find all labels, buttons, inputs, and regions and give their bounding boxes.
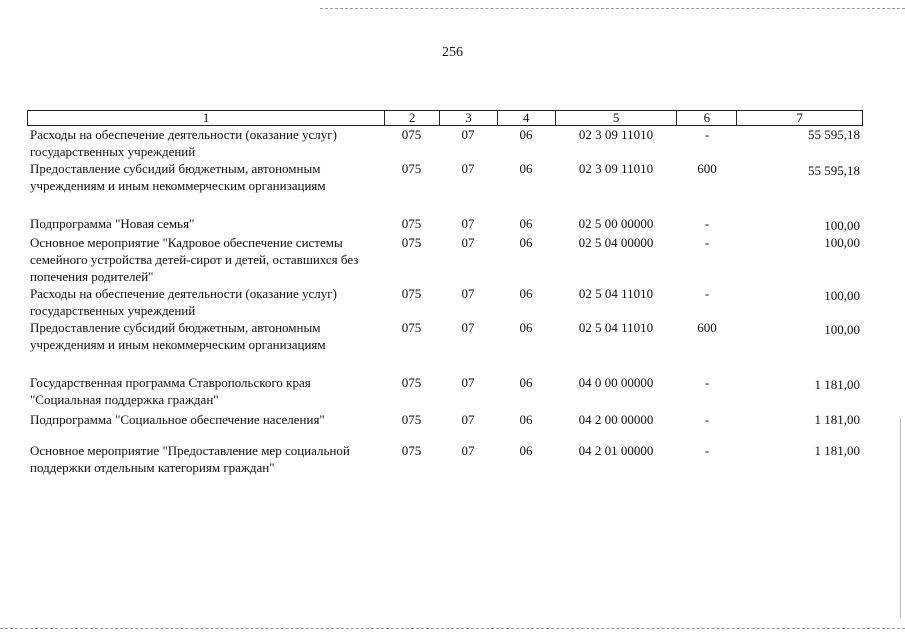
scan-artifact-edge [900,418,901,618]
row-spacer [27,194,863,215]
row-code-target: 02 5 04 00000 [578,235,654,250]
column-header-5: 5 [555,111,677,125]
table-row [27,234,863,285]
row-code-subsection: 06 [519,412,533,427]
row-code-subsection: 06 [519,235,533,250]
row-code-expense-type: - [704,375,710,390]
row-code-target: 02 5 04 11010 [578,286,654,301]
row-amount: 1 181,00 [814,412,860,427]
page-number: 256 [442,45,463,60]
row-code-subsection: 06 [519,127,533,142]
row-code-ministry: 075 [401,161,422,176]
row-code-target: 02 3 09 11010 [578,161,654,176]
row-description: Подпрограмма "Социальное обеспечение населения" [30,412,325,427]
row-code-expense-type: - [704,127,710,142]
table-row [27,374,863,408]
table-header-row [27,110,863,126]
row-code-expense-type: - [704,235,710,250]
row-code-expense-type: 600 [697,320,717,335]
row-code-expense-type: - [704,216,710,231]
column-header-7: 7 [736,111,862,125]
table-row [27,160,863,194]
row-code-subsection: 06 [519,320,533,335]
row-amount: 1 181,00 [814,377,860,392]
column-header-3: 3 [439,111,497,125]
row-spacer [27,353,863,374]
row-code-subsection: 06 [519,286,533,301]
row-code-target: 02 5 04 11010 [578,320,654,335]
row-description: Предоставление субсидий бюджетным, автономным учреждениям и иным некоммерческим организациям [30,161,326,193]
row-code-section: 07 [461,412,475,427]
row-code-target: 04 2 00 00000 [578,412,654,427]
row-code-section: 07 [461,235,475,250]
row-code-ministry: 075 [401,443,422,458]
row-code-target: 04 0 00 00000 [578,375,654,390]
row-description: Расходы на обеспечение деятельности (оказание услуг) государственных учреждений [30,286,337,318]
row-description: Предоставление субсидий бюджетным, автономным учреждениям и иным некоммерческим организациям [30,320,326,352]
row-code-expense-type: - [704,286,710,301]
table-row [27,126,863,160]
budget-table [27,110,863,476]
row-code-ministry: 075 [401,286,422,301]
row-code-section: 07 [461,216,475,231]
scan-artifact-bottom [0,628,905,629]
row-description: Основное мероприятие "Предоставление мер социальной поддержки отдельным категориям граждан" [30,443,350,475]
row-code-section: 07 [461,375,475,390]
table-row [27,319,863,353]
row-code-ministry: 075 [401,375,422,390]
row-amount: 100,00 [824,288,860,303]
table-row [27,411,863,428]
row-description: Расходы на обеспечение деятельности (оказание услуг) государственных учреждений [30,127,337,159]
column-header-1: 1 [202,110,210,125]
row-code-ministry: 075 [401,127,422,142]
column-header-6: 6 [676,111,736,125]
scan-artifact-top [320,8,905,9]
row-description: Подпрограмма "Новая семья" [30,216,195,231]
row-description: Основное мероприятие "Кадровое обеспечение системы семейного устройства детей-сирот и детей, оставшихся без попечения родителей" [30,235,359,284]
row-code-target: 02 3 09 11010 [578,127,654,142]
row-amount: 55 595,18 [808,163,860,178]
row-code-subsection: 06 [519,375,533,390]
row-amount: 1 181,00 [814,443,860,458]
row-amount: 100,00 [824,218,860,233]
row-code-subsection: 06 [519,216,533,231]
row-code-target: 02 5 00 00000 [578,216,654,231]
table-row [27,215,863,234]
row-code-expense-type: 600 [697,161,717,176]
column-header-2: 2 [384,111,439,125]
row-code-ministry: 075 [401,216,422,231]
table-row [27,285,863,319]
row-code-ministry: 075 [401,412,422,427]
column-header-4: 4 [497,111,555,125]
row-code-section: 07 [461,286,475,301]
row-amount: 100,00 [824,235,860,250]
row-code-subsection: 06 [519,443,533,458]
row-code-section: 07 [461,320,475,335]
row-code-section: 07 [461,127,475,142]
row-spacer [27,428,863,442]
row-code-section: 07 [461,161,475,176]
row-code-subsection: 06 [519,161,533,176]
row-amount: 100,00 [824,322,860,337]
row-code-target: 04 2 01 00000 [578,443,654,458]
row-code-ministry: 075 [401,320,422,335]
row-description: Государственная программа Ставропольского края "Социальная поддержка граждан" [30,375,311,407]
row-code-expense-type: - [704,443,710,458]
table-row [27,442,863,476]
row-amount: 55 595,18 [808,127,860,142]
row-code-section: 07 [461,443,475,458]
row-code-ministry: 075 [401,235,422,250]
row-code-expense-type: - [704,412,710,427]
